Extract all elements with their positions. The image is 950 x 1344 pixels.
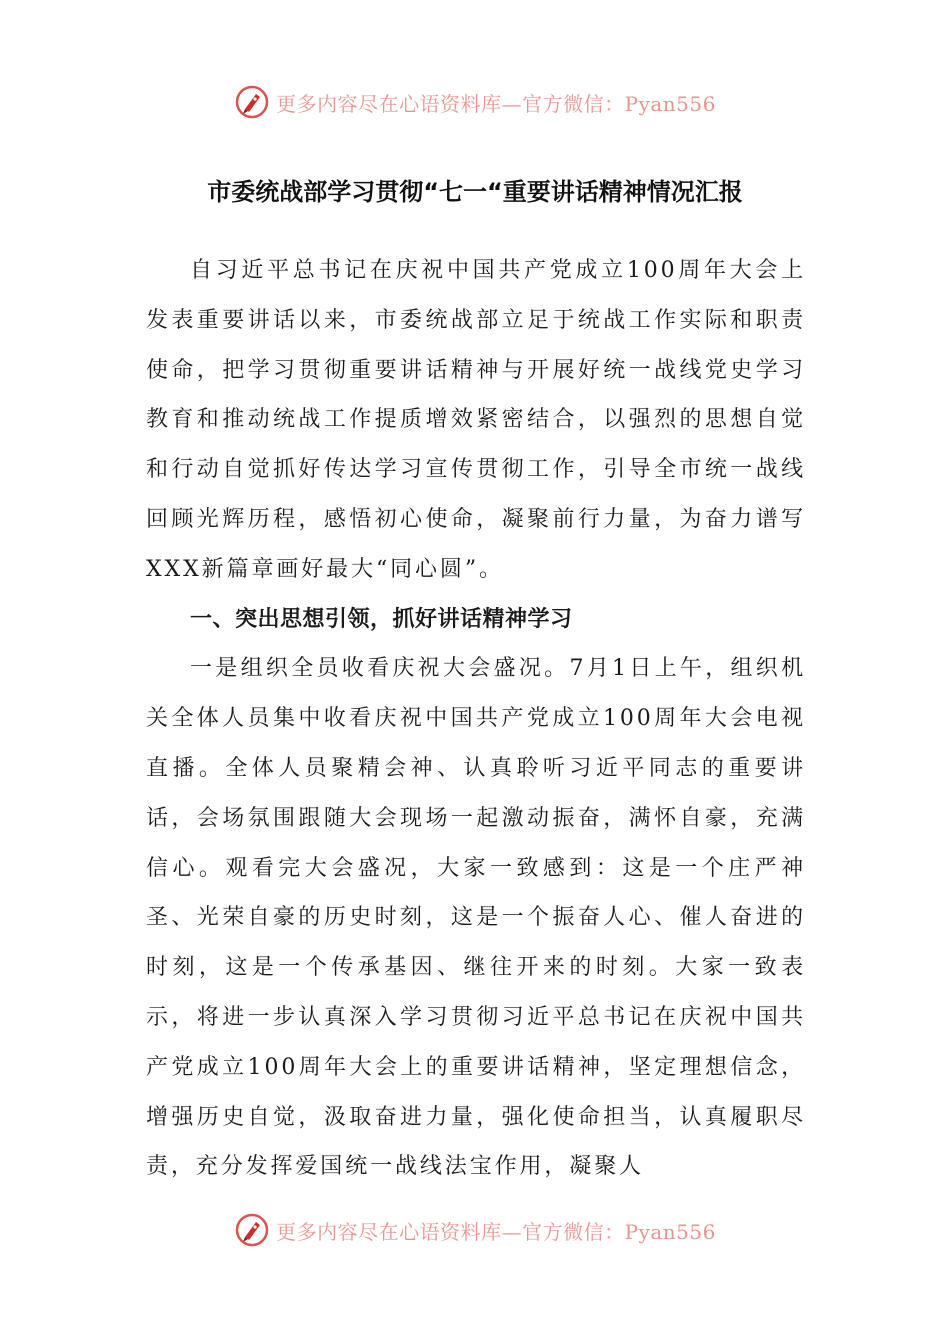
pen-nib-logo-icon bbox=[234, 84, 270, 120]
watermark-text: 更多内容尽在心语资料库—官方微信：Pyan556 bbox=[276, 91, 716, 116]
section-paragraph: 一是组织全员收看庆祝大会盛况。7月1日上午，组织机关全体人员集中收看庆祝中国共产党成立100周年大会电视直播。全体人员聚精会神、认真聆听习近平同志的重要讲话，会场氛围跟随大会现场一起激动振奋，满怀自豪，充满信心。观看完大会盛况，大家一致感到：这是一个庄严神圣、光荣自豪的历史时刻，这是一个振奋人心、催人奋进的时刻，这是一个传承基因、继往开来的时刻。大家一致表示，将进一步认真深入学习贯彻习近平总书记在庆祝中国共产党成立100周年大会上的重要讲话精神，坚定理想信念，增强历史自觉，汲取奋进力量，强化使命担当，认真履职尽责，充分发挥爱国统一战线法宝作用，凝聚人 bbox=[146, 656, 806, 1180]
document-title: 市委统战部学习贯彻“七一“重要讲话精神情况汇报 bbox=[207, 178, 743, 206]
pen-nib-logo-icon bbox=[234, 1212, 270, 1248]
watermark-banner-top bbox=[0, 82, 950, 122]
intro-paragraph: 自习近平总书记在庆祝中国共产党成立100周年大会上发表重要讲话以来，市委统战部立足于统战工作实际和职责使命，把学习贯彻重要讲话精神与开展好统一战线党史学习教育和推动统战工作提质增效紧密结合，以强烈的思想自觉和行动自觉抓好传达学习宣传贯彻工作，引导全市统一战线回顾光辉历程，感悟初心使命，凝聚前行力量，为奋力谱写XXX新篇章画好最大“同心圆”。 bbox=[146, 258, 806, 582]
document-body bbox=[146, 246, 806, 1192]
watermark-banner-bottom bbox=[0, 1210, 950, 1250]
watermark-text: 更多内容尽在心语资料库—官方微信：Pyan556 bbox=[276, 1219, 716, 1244]
section-heading: 一、突出思想引领，抓好讲话精神学习 bbox=[190, 606, 573, 632]
